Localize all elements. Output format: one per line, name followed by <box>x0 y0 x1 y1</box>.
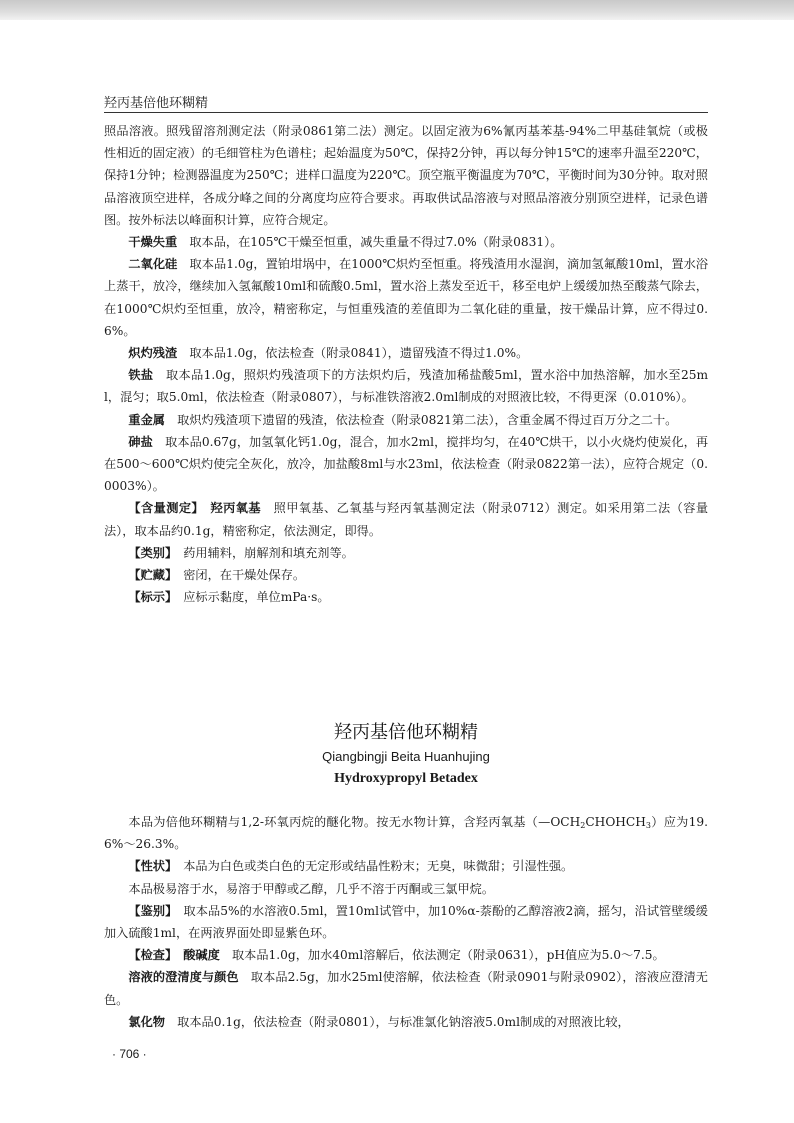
scan-edge-shading <box>0 0 794 20</box>
assay-sublabel: 羟丙氧基 <box>210 501 261 516</box>
labeling-paragraph <box>104 586 708 608</box>
monograph-pinyin: Qiangbingji Beita Huanhujing <box>322 749 490 764</box>
ignition-residue-paragraph <box>104 342 708 364</box>
assay-text: 照甲氧基、乙氧基与羟丙氧基测定法（附录0712）测定。如采用第二法（容量法），取本品约0.1g，精密称定，依法测定，即得。 <box>104 501 709 538</box>
clarity-label: 溶液的澄清度与颜色 <box>128 970 239 985</box>
ignition-residue-label: 炽灼残渣 <box>128 346 178 361</box>
heavy-metals-text: 取炽灼残渣项下遗留的残渣，依法检查（附录0821第二法），含重金属不得过百万分之二十。 <box>177 412 678 427</box>
properties-label: 【性状】 <box>128 859 172 874</box>
silica-text: 取本品1.0g，置铂坩埚中，在1000℃炽灼至恒重。将残渣用水湿润，滴加氢氟酸10ml，置水浴上蒸干，放冷，继续加入氢氟酸10ml和硫酸0.5ml，置水浴上蒸发至近干，移至电炉上缓缓加热至酸蒸气除去，在1000℃炽灼至恒重，放冷，精密称定，与恒重残渣的差值即为二氧化硅的重量，按干燥品计算，应不得过0.6%。 <box>104 257 709 338</box>
intro-text-b: CHOHCH <box>585 815 646 829</box>
category-text: 药用辅料，崩解剂和填充剂等。 <box>183 545 354 560</box>
arsenic-label: 砷盐 <box>128 434 153 449</box>
labeling-text: 应标示黏度，单位mPa·s。 <box>183 590 330 605</box>
properties-paragraph <box>104 855 708 877</box>
storage-text: 密闭，在干燥处保存。 <box>183 568 306 583</box>
previous-monograph-continuation <box>104 120 708 608</box>
labeling-label: 【标示】 <box>128 590 172 605</box>
storage-label: 【贮藏】 <box>128 568 172 583</box>
heavy-metals-label: 重金属 <box>128 412 165 427</box>
intro-text-c: ）应为19.6%～26.3%。 <box>104 815 708 852</box>
clarity-text: 取本品2.5g，加水25ml使溶解，依法检查（附录0901与附录0902），溶液应澄清无色。 <box>104 970 708 1007</box>
solubility-paragraph: 本品极易溶于水，易溶于甲醇或乙醇，几乎不溶于丙酮或三氯甲烷。 <box>128 881 495 896</box>
assay-paragraph <box>104 497 708 541</box>
acidity-sublabel: 酸碱度 <box>183 948 220 963</box>
identification-label: 【鉴别】 <box>128 903 172 918</box>
identification-paragraph <box>104 900 708 944</box>
chloride-text: 取本品0.1g，依法检查（附录0801），与标准氯化钠溶液5.0ml制成的对照液比较， <box>177 1014 630 1029</box>
tests-label: 【检查】 <box>128 948 172 963</box>
identification-text: 取本品5%的水溶液0.5ml，置10ml试管中，加10%α-萘酚的乙醇溶液2滴，摇匀，沿试管壁缓缓加入硫酸1ml，在两液界面处即显紫色环。 <box>104 903 708 941</box>
iron-paragraph <box>104 364 708 408</box>
properties-text: 本品为白色或类白色的无定形或结晶性粉末；无臭，味微甜；引湿性强。 <box>183 859 574 874</box>
tests-paragraph <box>104 944 708 966</box>
assay-label: 【含量测定】 <box>128 501 198 516</box>
drying-loss-text: 取本品，在105℃干燥至恒重，减失重量不得过7.0%（附录0831）。 <box>189 235 563 250</box>
iron-label: 铁盐 <box>128 368 154 383</box>
category-paragraph <box>104 542 708 564</box>
ignition-residue-text: 取本品1.0g，依法检查（附录0841），遗留残渣不得过1.0%。 <box>189 346 529 361</box>
clarity-paragraph <box>104 966 708 1010</box>
silica-paragraph <box>104 253 708 342</box>
header-rule <box>104 112 708 113</box>
formula-subscript-2: 2 <box>580 821 586 830</box>
running-head: 羟丙基倍他环糊精 <box>104 96 209 111</box>
monograph-title: 羟丙基倍他环糊精 <box>334 722 478 743</box>
monograph-body <box>104 811 708 1033</box>
monograph-heading <box>104 720 708 790</box>
iron-text: 取本品1.0g，照炽灼残渣项下的方法炽灼后，残渣加稀盐酸5ml，置水浴中加热溶解，加水至25ml，混匀；取5.0ml，依法检查（附录0807），与标准铁溶液2.0ml制成的对照液比较，不得更深（0.010%）。 <box>104 368 709 405</box>
arsenic-paragraph <box>104 431 708 498</box>
arsenic-text: 取本品0.67g，加氢氧化钙1.0g，混合，加水2ml，搅拌均匀，在40℃烘干，以小火烧灼使炭化，再在500～600℃炽灼使完全灰化，放冷，加盐酸8ml与水23ml，依法检查（附录0822第一法），应符合规定（0.0003%）。 <box>104 434 709 494</box>
monograph-latin-name: Hydroxypropyl Betadex <box>334 771 478 786</box>
formula-subscript-3: 3 <box>645 821 651 830</box>
page-number: · 706 · <box>112 1047 147 1061</box>
intro-text-a: 本品为倍他环糊精与1,2-环氧丙烷的醚化物。按无水物计算，含羟丙氧基（—OCH <box>128 815 581 829</box>
intro-paragraph <box>104 811 708 855</box>
acidity-text: 取本品1.0g，加水40ml溶解后，依法测定（附录0631），pH值应为5.0～7.5。 <box>231 948 665 963</box>
method-paragraph: 照品溶液。照残留溶剂测定法（附录0861第二法）测定。以固定液为6%氰丙基苯基-94%二甲基硅氧烷（或极性相近的固定液）的毛细管柱为色谱柱；起始温度为50℃，保持2分钟，再以每分钟15℃的速率升温至220℃，保持1分钟；检测器温度为250℃；进样口温度为220℃。顶空瓶平衡温度为70℃，平衡时间为30分钟。取对照品溶液顶空进样，各成分峰之间的分离度均应符合要求。再取供试品溶液与对照品溶液分别顶空进样，记录色谱图。按外标法以峰面积计算，应符合规定。 <box>104 124 708 227</box>
heavy-metals-paragraph <box>104 409 708 431</box>
storage-paragraph <box>104 564 708 586</box>
silica-label: 二氧化硅 <box>128 257 178 272</box>
drying-loss-label: 干燥失重 <box>128 235 178 250</box>
drying-loss-paragraph <box>104 231 708 253</box>
chloride-label: 氯化物 <box>128 1014 165 1029</box>
category-label: 【类别】 <box>128 545 172 560</box>
chloride-paragraph <box>104 1011 708 1033</box>
